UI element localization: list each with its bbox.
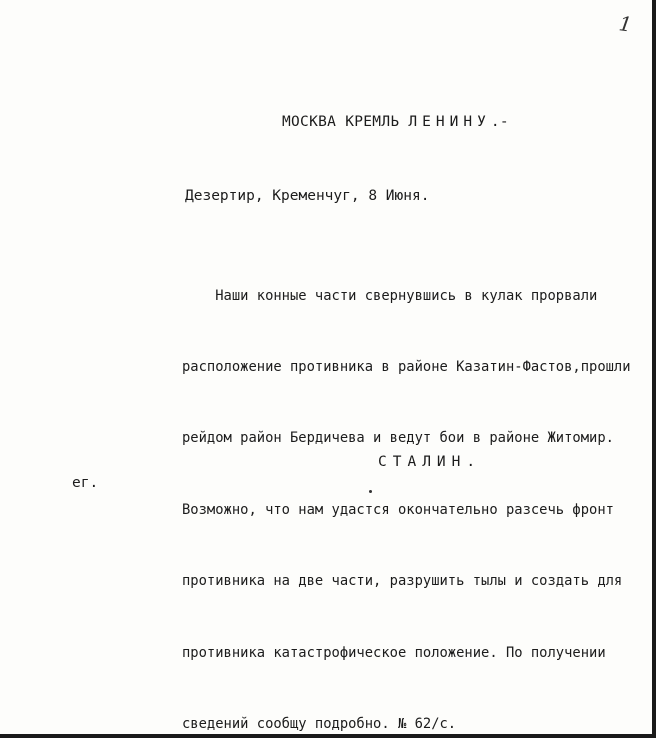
address-prefix: МОСКВА КРЕМЛЬ	[282, 114, 409, 130]
body-line: противника катастрофическое положение. По получении	[182, 644, 606, 661]
body-line: расположение противника в районе Казатин-Фастов,прошли	[182, 358, 631, 375]
signature: СТАЛИН.	[378, 454, 482, 470]
dateline: Дезертир, Кременчуг, 8 Июня.	[185, 188, 430, 204]
body-line: сведений сообщу подробно. № 62/с.	[182, 715, 457, 732]
ink-dot	[369, 490, 372, 493]
body-line: рейдом район Бердичева и ведут бои в районе Житомир.	[182, 430, 614, 447]
body-line: противника на две части, разрушить тылы и создать для	[182, 573, 623, 590]
address-suffix: .-	[490, 114, 509, 130]
telegram-body	[182, 237, 632, 738]
typist-initials: ег.	[72, 475, 99, 491]
body-line: Наши конные части свернувшись в кулак прорвали	[182, 287, 598, 304]
body-line: Возможно, что нам удастся окончательно разсечь фронт	[182, 501, 614, 518]
telegram-address	[282, 114, 509, 130]
address-name: ЛЕНИНУ	[408, 114, 491, 130]
page-number: 1	[617, 11, 634, 37]
